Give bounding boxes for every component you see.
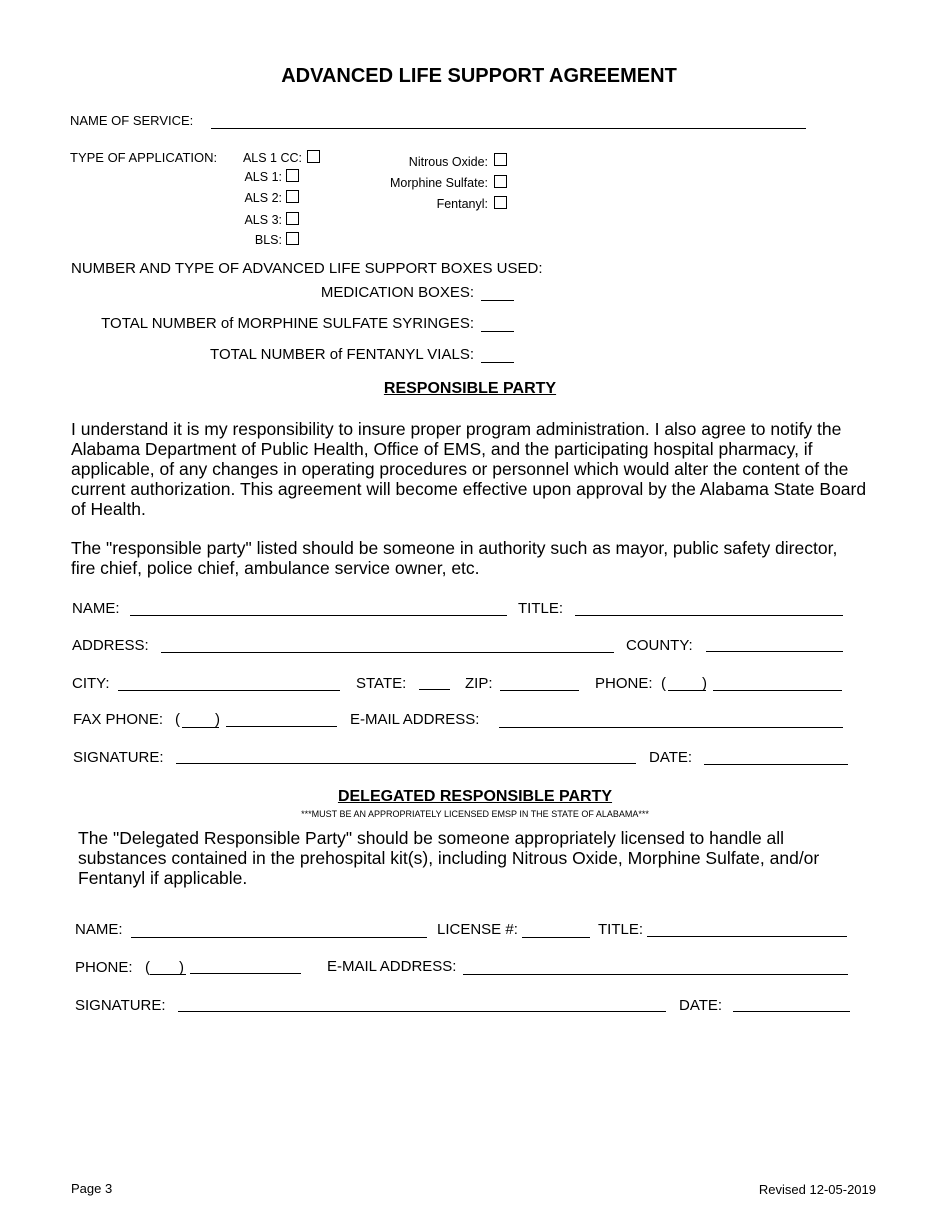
drp-name-field[interactable] [131,937,427,938]
drp-date-field[interactable] [733,1011,850,1012]
service-name-field[interactable] [211,128,806,129]
rp-fax-label: FAX PHONE: [73,711,164,728]
option-als2-label: ALS 2: [244,191,282,205]
fentanyl-checkbox[interactable] [494,196,507,209]
option-als1-label: ALS 1: [244,170,282,184]
rp-date-label: DATE: [649,749,693,766]
rp-county-field[interactable] [706,651,843,652]
drp-email-field[interactable] [463,974,848,975]
fentanyl-vials-label: TOTAL NUMBER of FENTANYL VIALS: [210,346,474,363]
rp-state-label: STATE: [356,675,407,692]
rp-fax-paren-open: ( [175,711,180,728]
als1cc-checkbox[interactable] [307,150,320,163]
option-fentanyl-label: Fentanyl: [436,197,488,211]
rp-phone-number-field[interactable] [713,690,842,691]
rp-name-field[interactable] [130,615,507,616]
rp-date-field[interactable] [704,764,848,765]
drp-title-field[interactable] [647,936,847,937]
option-morphine-label: Morphine Sulfate: [390,176,488,190]
drp-name-label: NAME: [75,921,123,938]
drp-phone-number-field[interactable] [190,973,301,974]
medication-boxes-field[interactable] [481,300,514,301]
drp-signature-field[interactable] [178,1011,666,1012]
rp-city-label: CITY: [72,675,110,692]
als2-checkbox[interactable] [286,190,299,203]
rp-phone-paren-close: ) [702,675,707,692]
delegated-party-heading: DELEGATED RESPONSIBLE PARTY [337,788,613,805]
morphine-syringes-label: TOTAL NUMBER of MORPHINE SULFATE SYRINGES: [101,315,474,332]
rp-city-field[interactable] [118,690,340,691]
rp-fax-number-field[interactable] [226,726,337,727]
revision-date: Revised 12-05-2019 [758,1182,876,1197]
morphine-syringes-field[interactable] [481,331,514,332]
drp-phone-label: PHONE: [75,959,133,976]
option-als3-label: ALS 3: [244,213,282,227]
drp-license-label: LICENSE #: [437,921,518,938]
rp-email-label: E-MAIL ADDRESS: [350,711,480,728]
rp-title-label: TITLE: [518,600,564,617]
page-title: ADVANCED LIFE SUPPORT AGREEMENT [281,65,677,87]
responsible-party-paragraph: I understand it is my responsibility to insure proper program administration. I also agree to notify the Alabama Department of Public Health, Office of EMS, and the participating hospital pharmacy, if applicable, of any changes in operating procedures or personnel which would alter the content of the current authorization. This agreement will become effective upon approval by the Alabama State Board of Health. [71,419,867,519]
service-name-label: NAME OF SERVICE: [70,113,194,128]
rp-phone-area-field[interactable] [668,690,706,691]
option-bls-label: BLS: [254,233,282,247]
responsible-party-heading: RESPONSIBLE PARTY [383,380,557,397]
option-nitrous-label: Nitrous Oxide: [408,155,488,169]
drp-title-label: TITLE: [598,921,644,938]
responsible-party-note: The "responsible party" listed should be someone in authority such as mayor, public safety director, fire chief, police chief, ambulance service owner, etc. [71,538,838,578]
rp-phone-label: PHONE: [595,675,653,692]
als1-checkbox[interactable] [286,169,299,182]
page-number: Page 3 [71,1181,113,1196]
drp-phone-paren-close: ) [179,959,184,976]
rp-title-field[interactable] [575,615,843,616]
drp-phone-paren-open: ( [145,959,150,976]
rp-signature-label: SIGNATURE: [73,749,164,766]
als3-checkbox[interactable] [286,212,299,225]
morphine-checkbox[interactable] [494,175,507,188]
fentanyl-vials-field[interactable] [481,362,514,363]
delegated-party-paragraph: The "Delegated Responsible Party" should be someone appropriately licensed to handle all substances contained in the prehospital kit(s), including Nitrous Oxide, Morphine Sulfate, and/or Fentanyl if applicable. [78,828,820,888]
drp-license-field[interactable] [522,937,590,938]
rp-county-label: COUNTY: [626,637,693,654]
option-als1cc-label: ALS 1 CC: [242,151,302,165]
rp-name-label: NAME: [72,600,120,617]
bls-checkbox[interactable] [286,232,299,245]
rp-address-field[interactable] [161,652,614,653]
rp-fax-paren-close: ) [215,711,220,728]
medication-boxes-label: MEDICATION BOXES: [320,284,474,301]
drp-email-label: E-MAIL ADDRESS: [327,958,457,975]
rp-phone-paren-open: ( [661,675,666,692]
nitrous-checkbox[interactable] [494,153,507,166]
als-boxes-heading: NUMBER AND TYPE OF ADVANCED LIFE SUPPORT BOXES USED: [71,260,543,277]
rp-fax-area-field[interactable] [182,727,219,728]
rp-zip-label: ZIP: [465,675,493,692]
delegated-party-license-note: ***MUST BE AN APPROPRIATELY LICENSED EMSP IN THE STATE OF ALABAMA*** [301,809,649,819]
rp-state-field[interactable] [419,689,450,690]
drp-signature-label: SIGNATURE: [75,997,166,1014]
rp-signature-field[interactable] [176,763,636,764]
application-type-label: TYPE OF APPLICATION: [70,150,218,165]
rp-address-label: ADDRESS: [72,637,149,654]
rp-email-field[interactable] [499,727,843,728]
rp-zip-field[interactable] [500,690,579,691]
drp-date-label: DATE: [679,997,723,1014]
